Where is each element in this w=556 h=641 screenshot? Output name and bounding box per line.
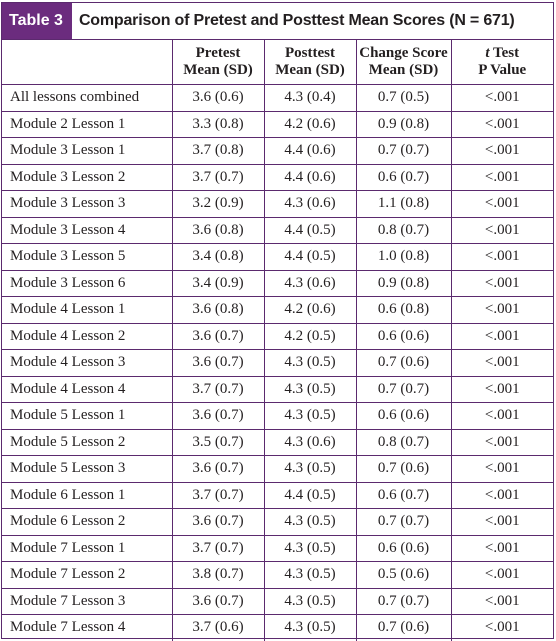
row-label: Module 2 Lesson 1: [2, 111, 172, 138]
table-row: [2, 376, 553, 403]
p-value-cell: <.001: [451, 350, 553, 377]
scores-table: [2, 40, 553, 641]
change-score-cell: 0.7 (0.7): [356, 588, 451, 615]
row-label: Module 4 Lesson 4: [2, 376, 172, 403]
p-value-cell: <.001: [451, 535, 553, 562]
change-score-cell: 0.9 (0.8): [356, 270, 451, 297]
table-row: [2, 85, 553, 112]
pretest-cell: 3.7 (0.7): [172, 535, 264, 562]
pretest-cell: 3.6 (0.8): [172, 217, 264, 244]
posttest-cell: 4.3 (0.6): [264, 270, 356, 297]
table-row: [2, 562, 553, 589]
p-value-cell: <.001: [451, 509, 553, 536]
row-label: Module 7 Lesson 1: [2, 535, 172, 562]
p-value-cell: <.001: [451, 217, 553, 244]
p-value-cell: <.001: [451, 297, 553, 324]
row-label: Module 4 Lesson 1: [2, 297, 172, 324]
pretest-cell: 3.4 (0.8): [172, 244, 264, 271]
p-value-cell: <.001: [451, 111, 553, 138]
posttest-cell: 4.4 (0.6): [264, 164, 356, 191]
table-row: [2, 270, 553, 297]
posttest-cell: 4.4 (0.5): [264, 482, 356, 509]
p-value-cell: <.001: [451, 482, 553, 509]
row-label: Module 7 Lesson 4: [2, 615, 172, 641]
row-label: Module 5 Lesson 3: [2, 456, 172, 483]
p-value-cell: <.001: [451, 562, 553, 589]
table-titlebar: [2, 3, 553, 40]
p-value-cell: <.001: [451, 164, 553, 191]
table-row: [2, 350, 553, 377]
table-row: [2, 244, 553, 271]
row-label: Module 3 Lesson 4: [2, 217, 172, 244]
posttest-cell: 4.3 (0.5): [264, 535, 356, 562]
row-label: Module 7 Lesson 3: [2, 588, 172, 615]
pretest-cell: 3.7 (0.6): [172, 615, 264, 641]
header-cell-pretest: Pretest Mean (SD): [172, 40, 264, 85]
p-value-cell: <.001: [451, 138, 553, 165]
p-value-cell: <.001: [451, 403, 553, 430]
posttest-cell: 4.3 (0.5): [264, 403, 356, 430]
posttest-cell: 4.3 (0.6): [264, 429, 356, 456]
posttest-cell: 4.4 (0.5): [264, 217, 356, 244]
pretest-cell: 3.2 (0.9): [172, 191, 264, 218]
posttest-cell: 4.3 (0.4): [264, 85, 356, 112]
table-row: [2, 588, 553, 615]
p-value-cell: <.001: [451, 191, 553, 218]
header-cell-change-score: Change Score Mean (SD): [356, 40, 451, 85]
row-label: Module 6 Lesson 2: [2, 509, 172, 536]
pretest-cell: 3.6 (0.6): [172, 85, 264, 112]
table-row: [2, 297, 553, 324]
posttest-cell: 4.2 (0.5): [264, 323, 356, 350]
row-label: Module 3 Lesson 6: [2, 270, 172, 297]
table-row: [2, 191, 553, 218]
change-score-cell: 0.7 (0.7): [356, 376, 451, 403]
pretest-cell: 3.3 (0.8): [172, 111, 264, 138]
row-label: Module 3 Lesson 2: [2, 164, 172, 191]
pretest-cell: 3.6 (0.7): [172, 588, 264, 615]
p-value-cell: <.001: [451, 85, 553, 112]
row-label: Module 3 Lesson 5: [2, 244, 172, 271]
posttest-cell: 4.3 (0.5): [264, 588, 356, 615]
p-value-cell: <.001: [451, 456, 553, 483]
change-score-cell: 0.7 (0.6): [356, 456, 451, 483]
pretest-cell: 3.7 (0.7): [172, 164, 264, 191]
change-score-cell: 0.6 (0.6): [356, 403, 451, 430]
row-label: All lessons combined: [2, 85, 172, 112]
table-row: [2, 615, 553, 641]
posttest-cell: 4.4 (0.6): [264, 138, 356, 165]
row-label: Module 7 Lesson 2: [2, 562, 172, 589]
change-score-cell: 0.9 (0.8): [356, 111, 451, 138]
pretest-cell: 3.6 (0.7): [172, 509, 264, 536]
p-value-cell: <.001: [451, 429, 553, 456]
header-row: [2, 40, 553, 85]
header-cell-t-test: t Test P Value: [451, 40, 553, 85]
table-row: [2, 323, 553, 350]
table-row: [2, 482, 553, 509]
p-value-cell: <.001: [451, 615, 553, 641]
change-score-cell: 0.6 (0.6): [356, 535, 451, 562]
posttest-cell: 4.3 (0.5): [264, 509, 356, 536]
change-score-cell: 0.6 (0.6): [356, 323, 451, 350]
row-label: Module 5 Lesson 2: [2, 429, 172, 456]
change-score-cell: 0.7 (0.6): [356, 350, 451, 377]
pretest-cell: 3.7 (0.7): [172, 376, 264, 403]
posttest-cell: 4.3 (0.5): [264, 562, 356, 589]
table-row: [2, 509, 553, 536]
posttest-cell: 4.3 (0.5): [264, 615, 356, 641]
change-score-cell: 1.0 (0.8): [356, 244, 451, 271]
posttest-cell: 4.4 (0.5): [264, 244, 356, 271]
change-score-cell: 0.7 (0.7): [356, 138, 451, 165]
table-row: [2, 164, 553, 191]
row-label: Module 6 Lesson 1: [2, 482, 172, 509]
posttest-cell: 4.3 (0.5): [264, 376, 356, 403]
change-score-cell: 0.8 (0.7): [356, 217, 451, 244]
p-value-cell: <.001: [451, 270, 553, 297]
pretest-cell: 3.8 (0.7): [172, 562, 264, 589]
change-score-cell: 0.8 (0.7): [356, 429, 451, 456]
table-body: [2, 85, 553, 641]
change-score-cell: 0.6 (0.8): [356, 297, 451, 324]
pretest-cell: 3.5 (0.7): [172, 429, 264, 456]
table-row: [2, 535, 553, 562]
table-row: [2, 111, 553, 138]
change-score-cell: 0.5 (0.6): [356, 562, 451, 589]
posttest-cell: 4.2 (0.6): [264, 111, 356, 138]
table-row: [2, 217, 553, 244]
pretest-cell: 3.7 (0.7): [172, 482, 264, 509]
row-label: Module 5 Lesson 1: [2, 403, 172, 430]
pretest-cell: 3.6 (0.7): [172, 350, 264, 377]
table-row: [2, 403, 553, 430]
table-label-badge: Table 3: [2, 3, 72, 39]
pretest-cell: 3.6 (0.7): [172, 456, 264, 483]
row-label: Module 3 Lesson 1: [2, 138, 172, 165]
table-row: [2, 138, 553, 165]
pretest-cell: 3.6 (0.7): [172, 403, 264, 430]
posttest-cell: 4.3 (0.5): [264, 350, 356, 377]
header-cell-label: [2, 40, 172, 85]
p-value-cell: <.001: [451, 376, 553, 403]
pretest-cell: 3.4 (0.9): [172, 270, 264, 297]
p-value-cell: <.001: [451, 323, 553, 350]
change-score-cell: 0.7 (0.5): [356, 85, 451, 112]
p-value-cell: <.001: [451, 244, 553, 271]
change-score-cell: 0.6 (0.7): [356, 482, 451, 509]
header-cell-posttest: Posttest Mean (SD): [264, 40, 356, 85]
posttest-cell: 4.2 (0.6): [264, 297, 356, 324]
table-title: Comparison of Pretest and Posttest Mean Scores (N = 671): [78, 12, 515, 29]
table-frame: [1, 2, 554, 639]
p-value-cell: <.001: [451, 588, 553, 615]
row-label: Module 4 Lesson 3: [2, 350, 172, 377]
pretest-cell: 3.6 (0.8): [172, 297, 264, 324]
row-label: Module 3 Lesson 3: [2, 191, 172, 218]
pretest-cell: 3.7 (0.8): [172, 138, 264, 165]
table-row: [2, 456, 553, 483]
posttest-cell: 4.3 (0.6): [264, 191, 356, 218]
change-score-cell: 0.7 (0.6): [356, 615, 451, 641]
table-row: [2, 429, 553, 456]
change-score-cell: 1.1 (0.8): [356, 191, 451, 218]
change-score-cell: 0.6 (0.7): [356, 164, 451, 191]
pretest-cell: 3.6 (0.7): [172, 323, 264, 350]
posttest-cell: 4.3 (0.5): [264, 456, 356, 483]
row-label: Module 4 Lesson 2: [2, 323, 172, 350]
change-score-cell: 0.7 (0.7): [356, 509, 451, 536]
